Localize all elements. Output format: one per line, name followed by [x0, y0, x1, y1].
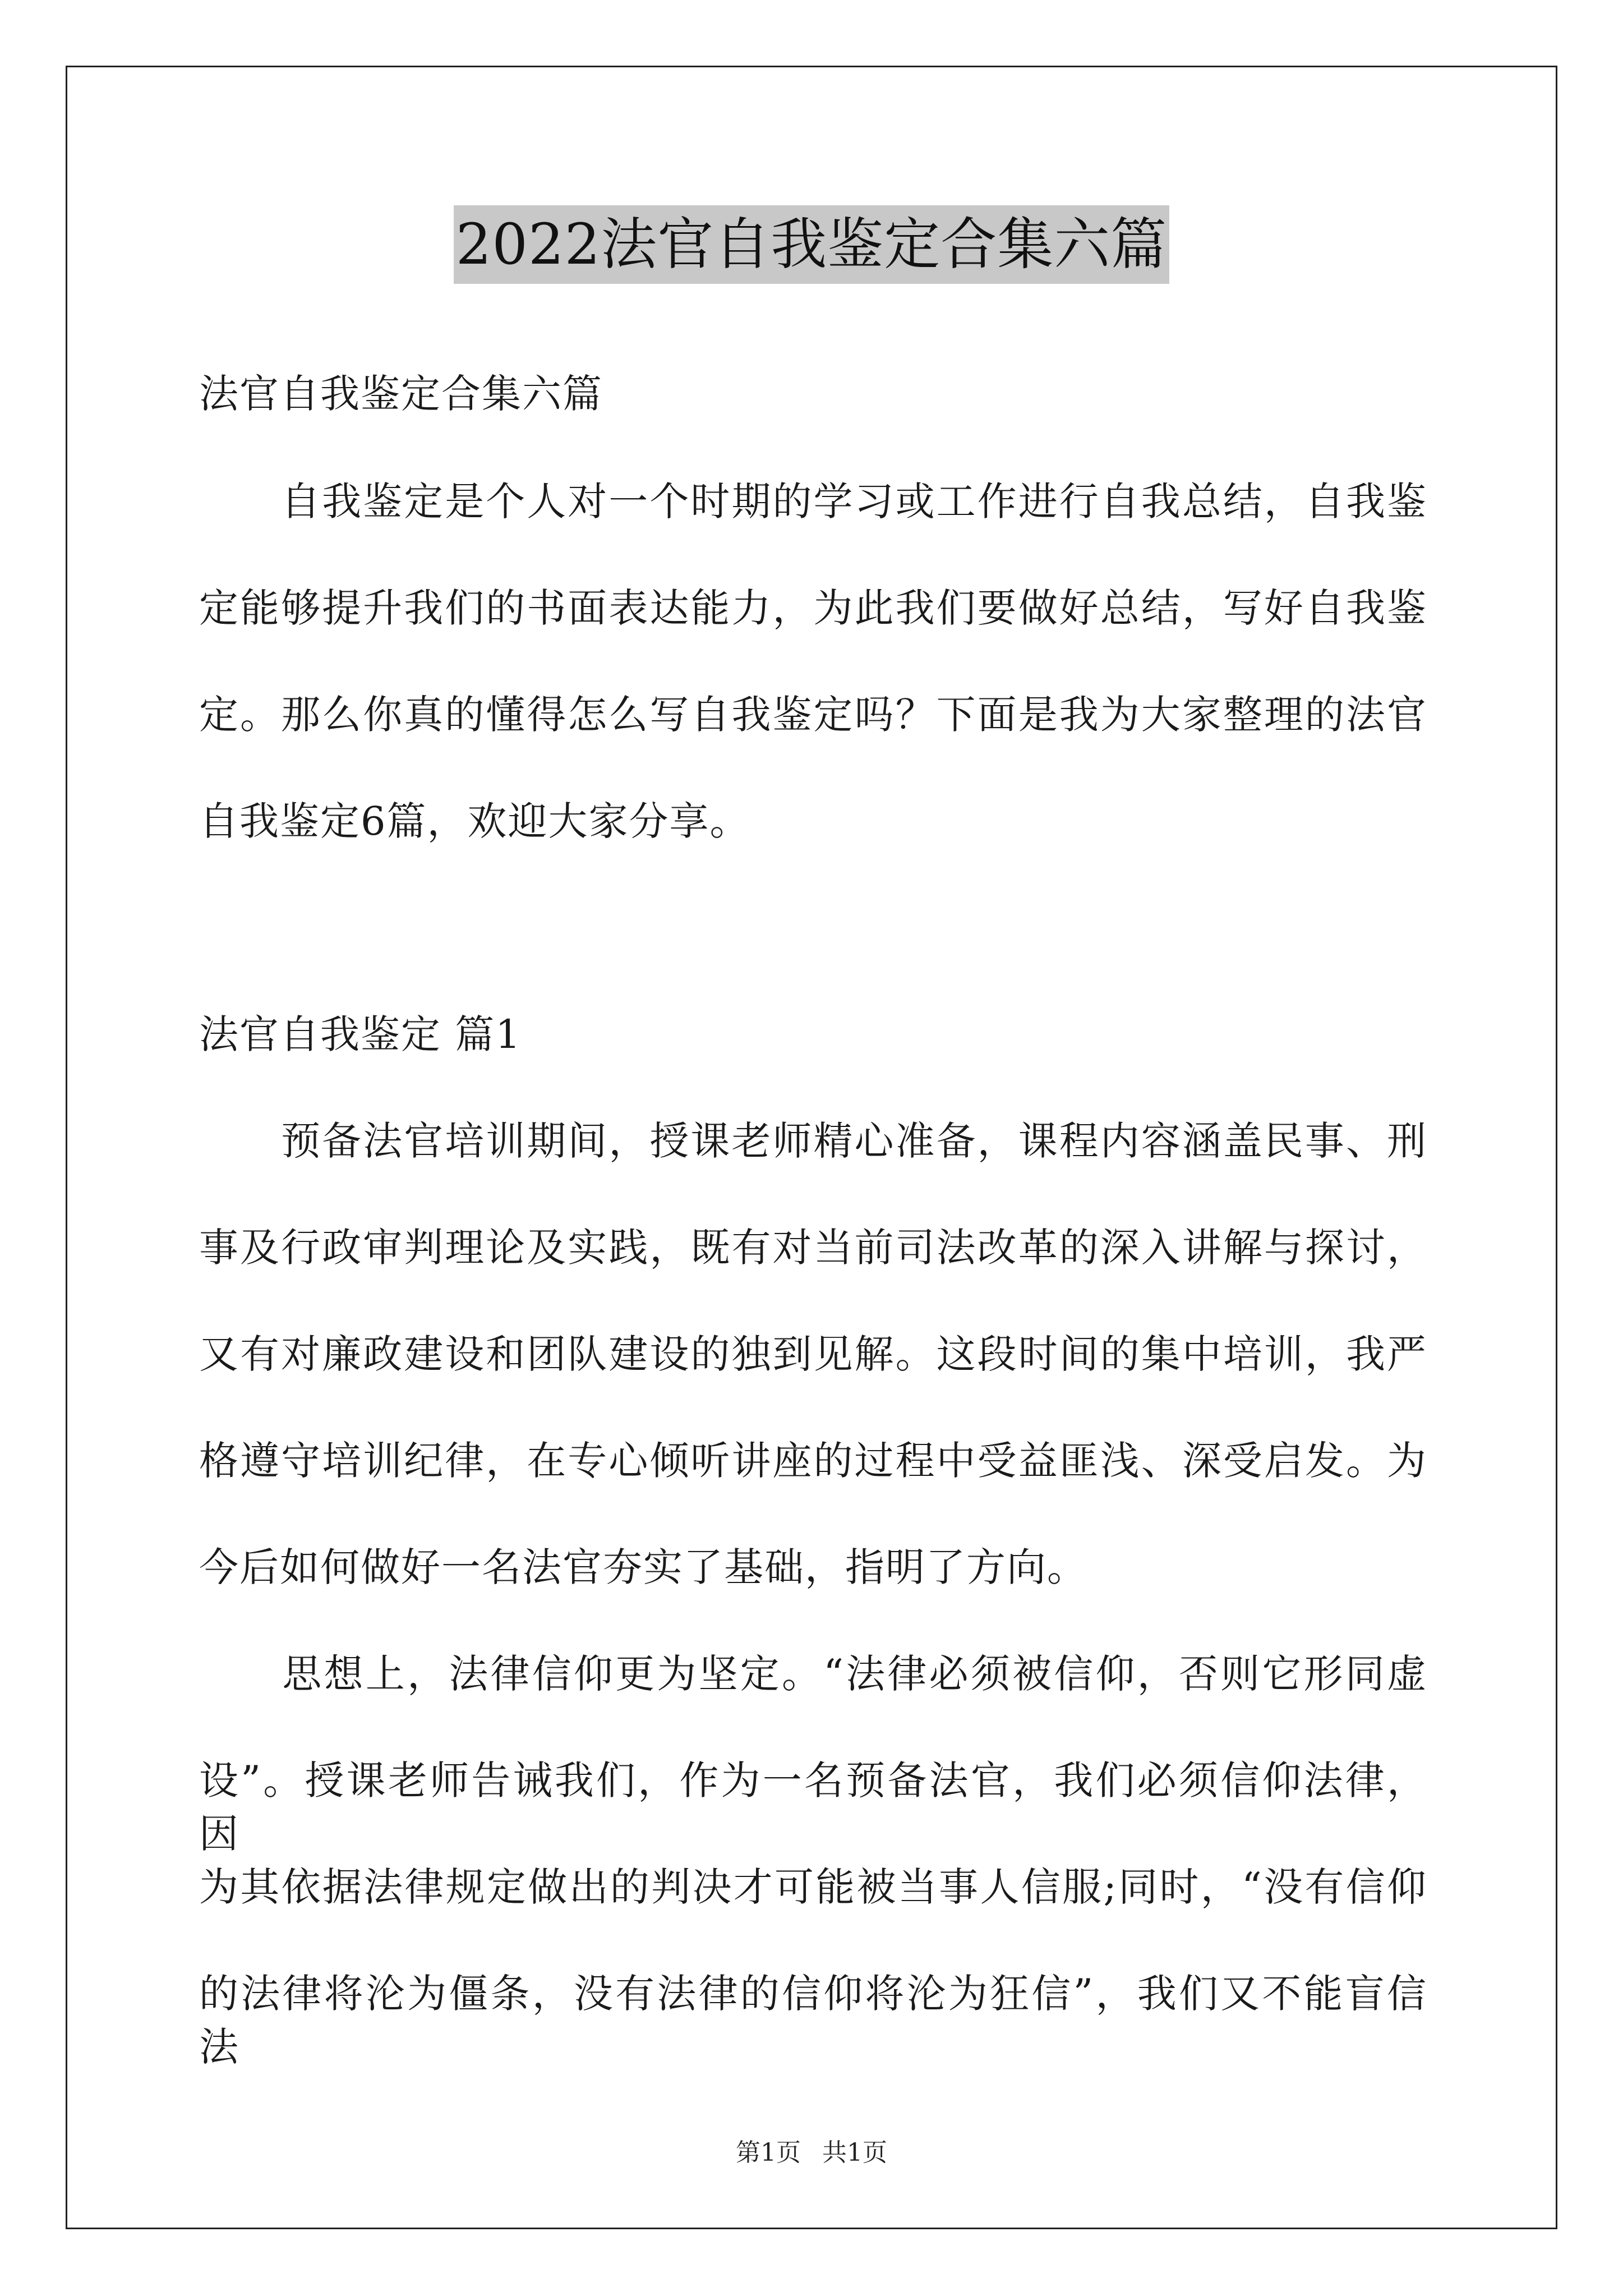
document-title: 2022法官自我鉴定合集六篇	[454, 205, 1170, 284]
page-total: 共1页	[822, 2138, 887, 2167]
intro-line: 自我鉴定6篇，欢迎大家分享。	[199, 798, 750, 844]
spacer	[199, 848, 1427, 1008]
spacer	[199, 1061, 1427, 1115]
para2-line: 为其依据法律规定做出的判决才可能被当事人信服;同时，“没有信仰	[199, 1864, 1427, 1910]
spacer	[199, 1168, 1427, 1221]
intro-line: 定能够提升我们的书面表达能力，为此我们要做好总结，写好自我鉴	[199, 585, 1427, 631]
spacer	[199, 1807, 1427, 1861]
para1-line: 格遵守培训纪律，在专心倾听讲座的过程中受益匪浅、深受启发。为	[199, 1438, 1427, 1484]
para2-line: 设”。授课老师告诫我们，作为一名预备法官，我们必须信仰法律，因	[199, 1757, 1427, 1857]
spacer	[199, 1274, 1427, 1328]
section-heading: 法官自我鉴定 篇1	[199, 1011, 522, 1057]
spacer	[199, 1381, 1427, 1434]
title-container	[0, 205, 1623, 284]
spacer	[199, 1594, 1427, 1648]
spacer	[199, 1488, 1427, 1541]
spacer	[199, 421, 1427, 475]
page-footer	[0, 2136, 1623, 2170]
para2-line: 思想上，法律信仰更为坚定。“法律必须被信仰，否则它形同虚	[199, 1651, 1427, 1697]
spacer	[199, 635, 1427, 688]
para1-line: 又有对廉政建设和团队建设的独到见解。这段时间的集中培训，我严	[199, 1331, 1427, 1377]
document-body	[199, 314, 1427, 2070]
spacer	[199, 314, 1427, 367]
spacer	[199, 1701, 1427, 1754]
intro-line: 自我鉴定是个人对一个时期的学习或工作进行自我总结，自我鉴	[199, 478, 1427, 524]
para2-line: 的法律将沦为僵条，没有法律的信仰将沦为狂信”，我们又不能盲信法	[199, 1971, 1427, 2070]
para1-line: 预备法官培训期间，授课老师精心准备，课程内容涵盖民事、刑	[199, 1118, 1427, 1164]
spacer	[199, 1914, 1427, 1967]
spacer	[199, 528, 1427, 582]
page-number: 第1页	[736, 2138, 801, 2167]
para1-line: 事及行政审判理论及实践，既有对当前司法改革的深入讲解与探讨，	[199, 1225, 1427, 1271]
para1-line: 今后如何做好一名法官夯实了基础，指明了方向。	[199, 1544, 1087, 1590]
subtitle: 法官自我鉴定合集六篇	[199, 371, 603, 417]
spacer	[199, 742, 1427, 795]
intro-line: 定。那么你真的懂得怎么写自我鉴定吗？下面是我为大家整理的法官	[199, 692, 1427, 738]
